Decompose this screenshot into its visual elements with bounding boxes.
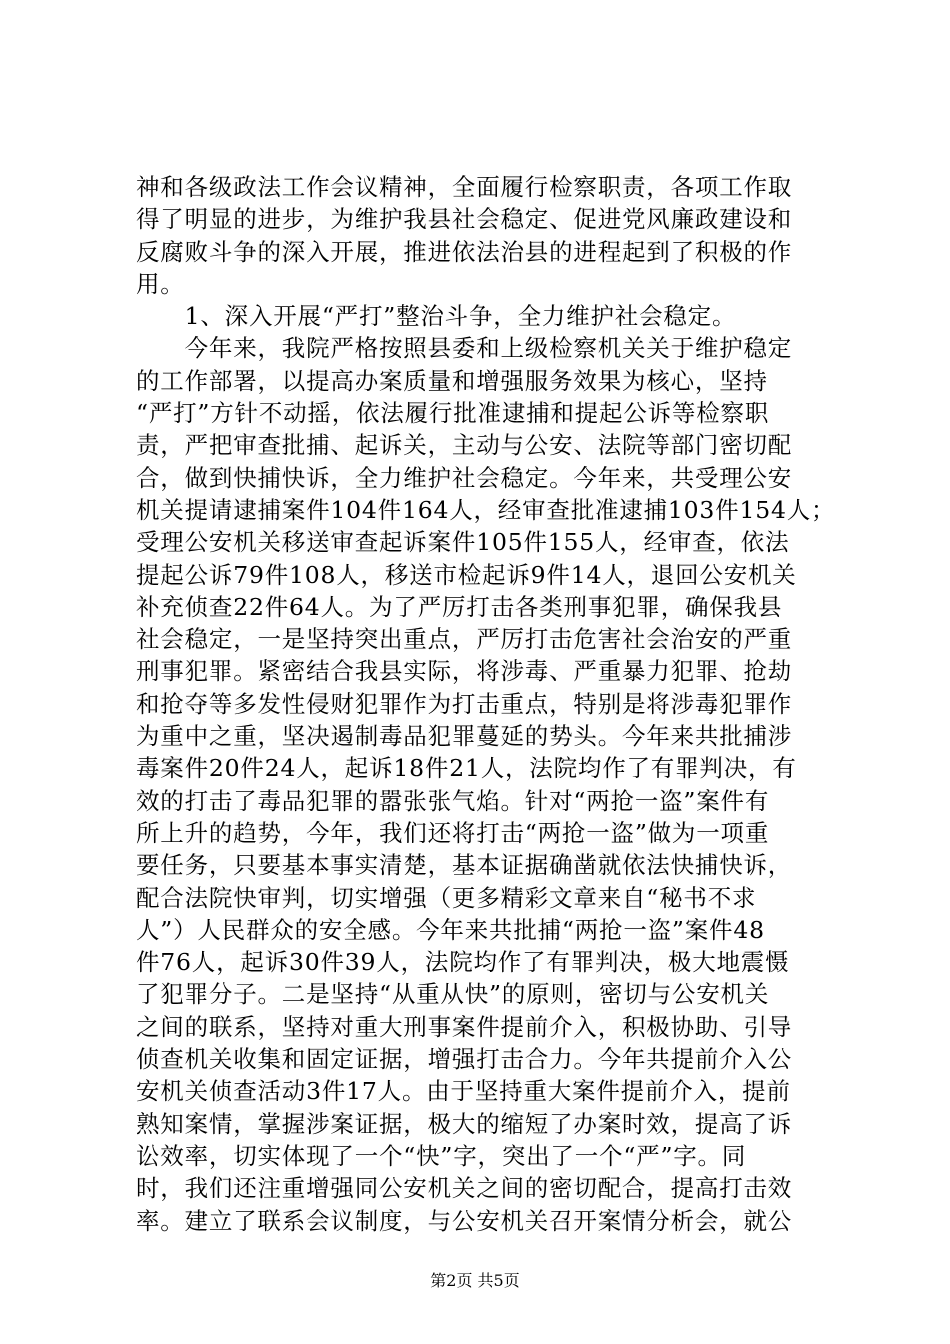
text-line: 安机关侦查活动3件17人。由于坚持重大案件提前介入，提前 — [136, 1077, 791, 1106]
text-line: 机关提请逮捕案件104件164人，经审查批准逮捕103件154人； — [136, 495, 836, 524]
text-line: 的工作部署，以提高办案质量和增强服务效果为核心，坚持 — [136, 366, 768, 395]
text-line: 为重中之重，坚决遏制毒品犯罪蔓延的势头。今年来共批捕涉 — [136, 722, 793, 751]
text-line: 熟知案情，掌握涉案证据，极大的缩短了办案时效，提高了诉 — [136, 1109, 793, 1138]
text-line: 件76人，起诉30件39人，法院均作了有罪判决，极大地震慑 — [136, 948, 790, 977]
text-line: 效的打击了毒品犯罪的嚣张张气焰。针对“两抢一盗”案件有 — [136, 786, 770, 815]
body-text — [136, 171, 836, 1237]
text-line: 得了明显的进步，为维护我县社会稳定、促进党风廉政建设和 — [136, 205, 793, 234]
text-line: 受理公安机关移送审查起诉案件105件155人，经审查，依法 — [136, 528, 790, 557]
text-line: 之间的联系，坚持对重大刑事案件提前介入，积极协助、引导 — [136, 1012, 793, 1041]
text-line: 人”）人民群众的安全感。今年来共批捕“两抢一盗”案件48 — [136, 915, 765, 944]
text-line: 配合法院快审判，切实增强（更多精彩文章来自“秘书不求 — [136, 883, 757, 912]
text-line: 率。建立了联系会议制度，与公安机关召开案情分析会，就公 — [136, 1206, 793, 1235]
text-line: 反腐败斗争的深入开展，推进依法治县的进程起到了积极的作 — [136, 237, 793, 266]
text-line: 和抢夺等多发性侵财犯罪作为打击重点，特别是将涉毒犯罪作 — [136, 689, 793, 718]
text-line: 侦查机关收集和固定证据，增强打击合力。今年共提前介入公 — [136, 1045, 793, 1074]
text-line: 责，严把审查批捕、起诉关，主动与公安、法院等部门密切配 — [136, 431, 793, 460]
text-line: 毒案件20件24人，起诉18件21人，法院均作了有罪判决，有 — [136, 754, 797, 783]
text-line: 神和各级政法工作会议精神，全面履行检察职责，各项工作取 — [136, 173, 793, 201]
text-line: 提起公诉79件108人，移送市检起诉9件14人，退回公安机关 — [136, 560, 797, 589]
text-line: 时，我们还注重增强同公安机关之间的密切配合，提高打击效 — [136, 1174, 793, 1203]
text-line: 了犯罪分子。二是坚持“从重从快”的原则，密切与公安机关 — [136, 980, 770, 1009]
text-line: 用。 — [136, 269, 185, 298]
text-line: 刑事犯罪。紧密结合我县实际，将涉毒、严重暴力犯罪、抢劫 — [136, 657, 793, 686]
text-line: 社会稳定，一是坚持突出重点，严厉打击危害社会治安的严重 — [136, 625, 793, 654]
text-line: 补充侦查22件64人。为了严厉打击各类刑事犯罪，确保我县 — [136, 592, 783, 621]
text-line: 合，做到快捕快诉，全力维护社会稳定。今年来，共受理公安 — [136, 463, 793, 492]
text-line: 所上升的趋势，今年，我们还将打击“两抢一盗”做为一项重 — [136, 818, 770, 847]
text-line: 要任务，只要基本事实清楚，基本证据确凿就依法快捕快诉， — [136, 851, 793, 880]
text-line: “严打”方针不动摇，依法履行批准逮捕和提起公诉等检察职 — [136, 399, 770, 428]
text-line: 今年来，我院严格按照县委和上级检察机关关于维护稳定 — [136, 334, 793, 363]
text-line: 讼效率，切实体现了一个“快”字，突出了一个“严”字。同 — [136, 1141, 747, 1170]
page-number-footer: 第2页 共5页 — [430, 1271, 520, 1290]
text-line: 1、深入开展“严打”整治斗争，全力维护社会稳定。 — [136, 302, 737, 331]
